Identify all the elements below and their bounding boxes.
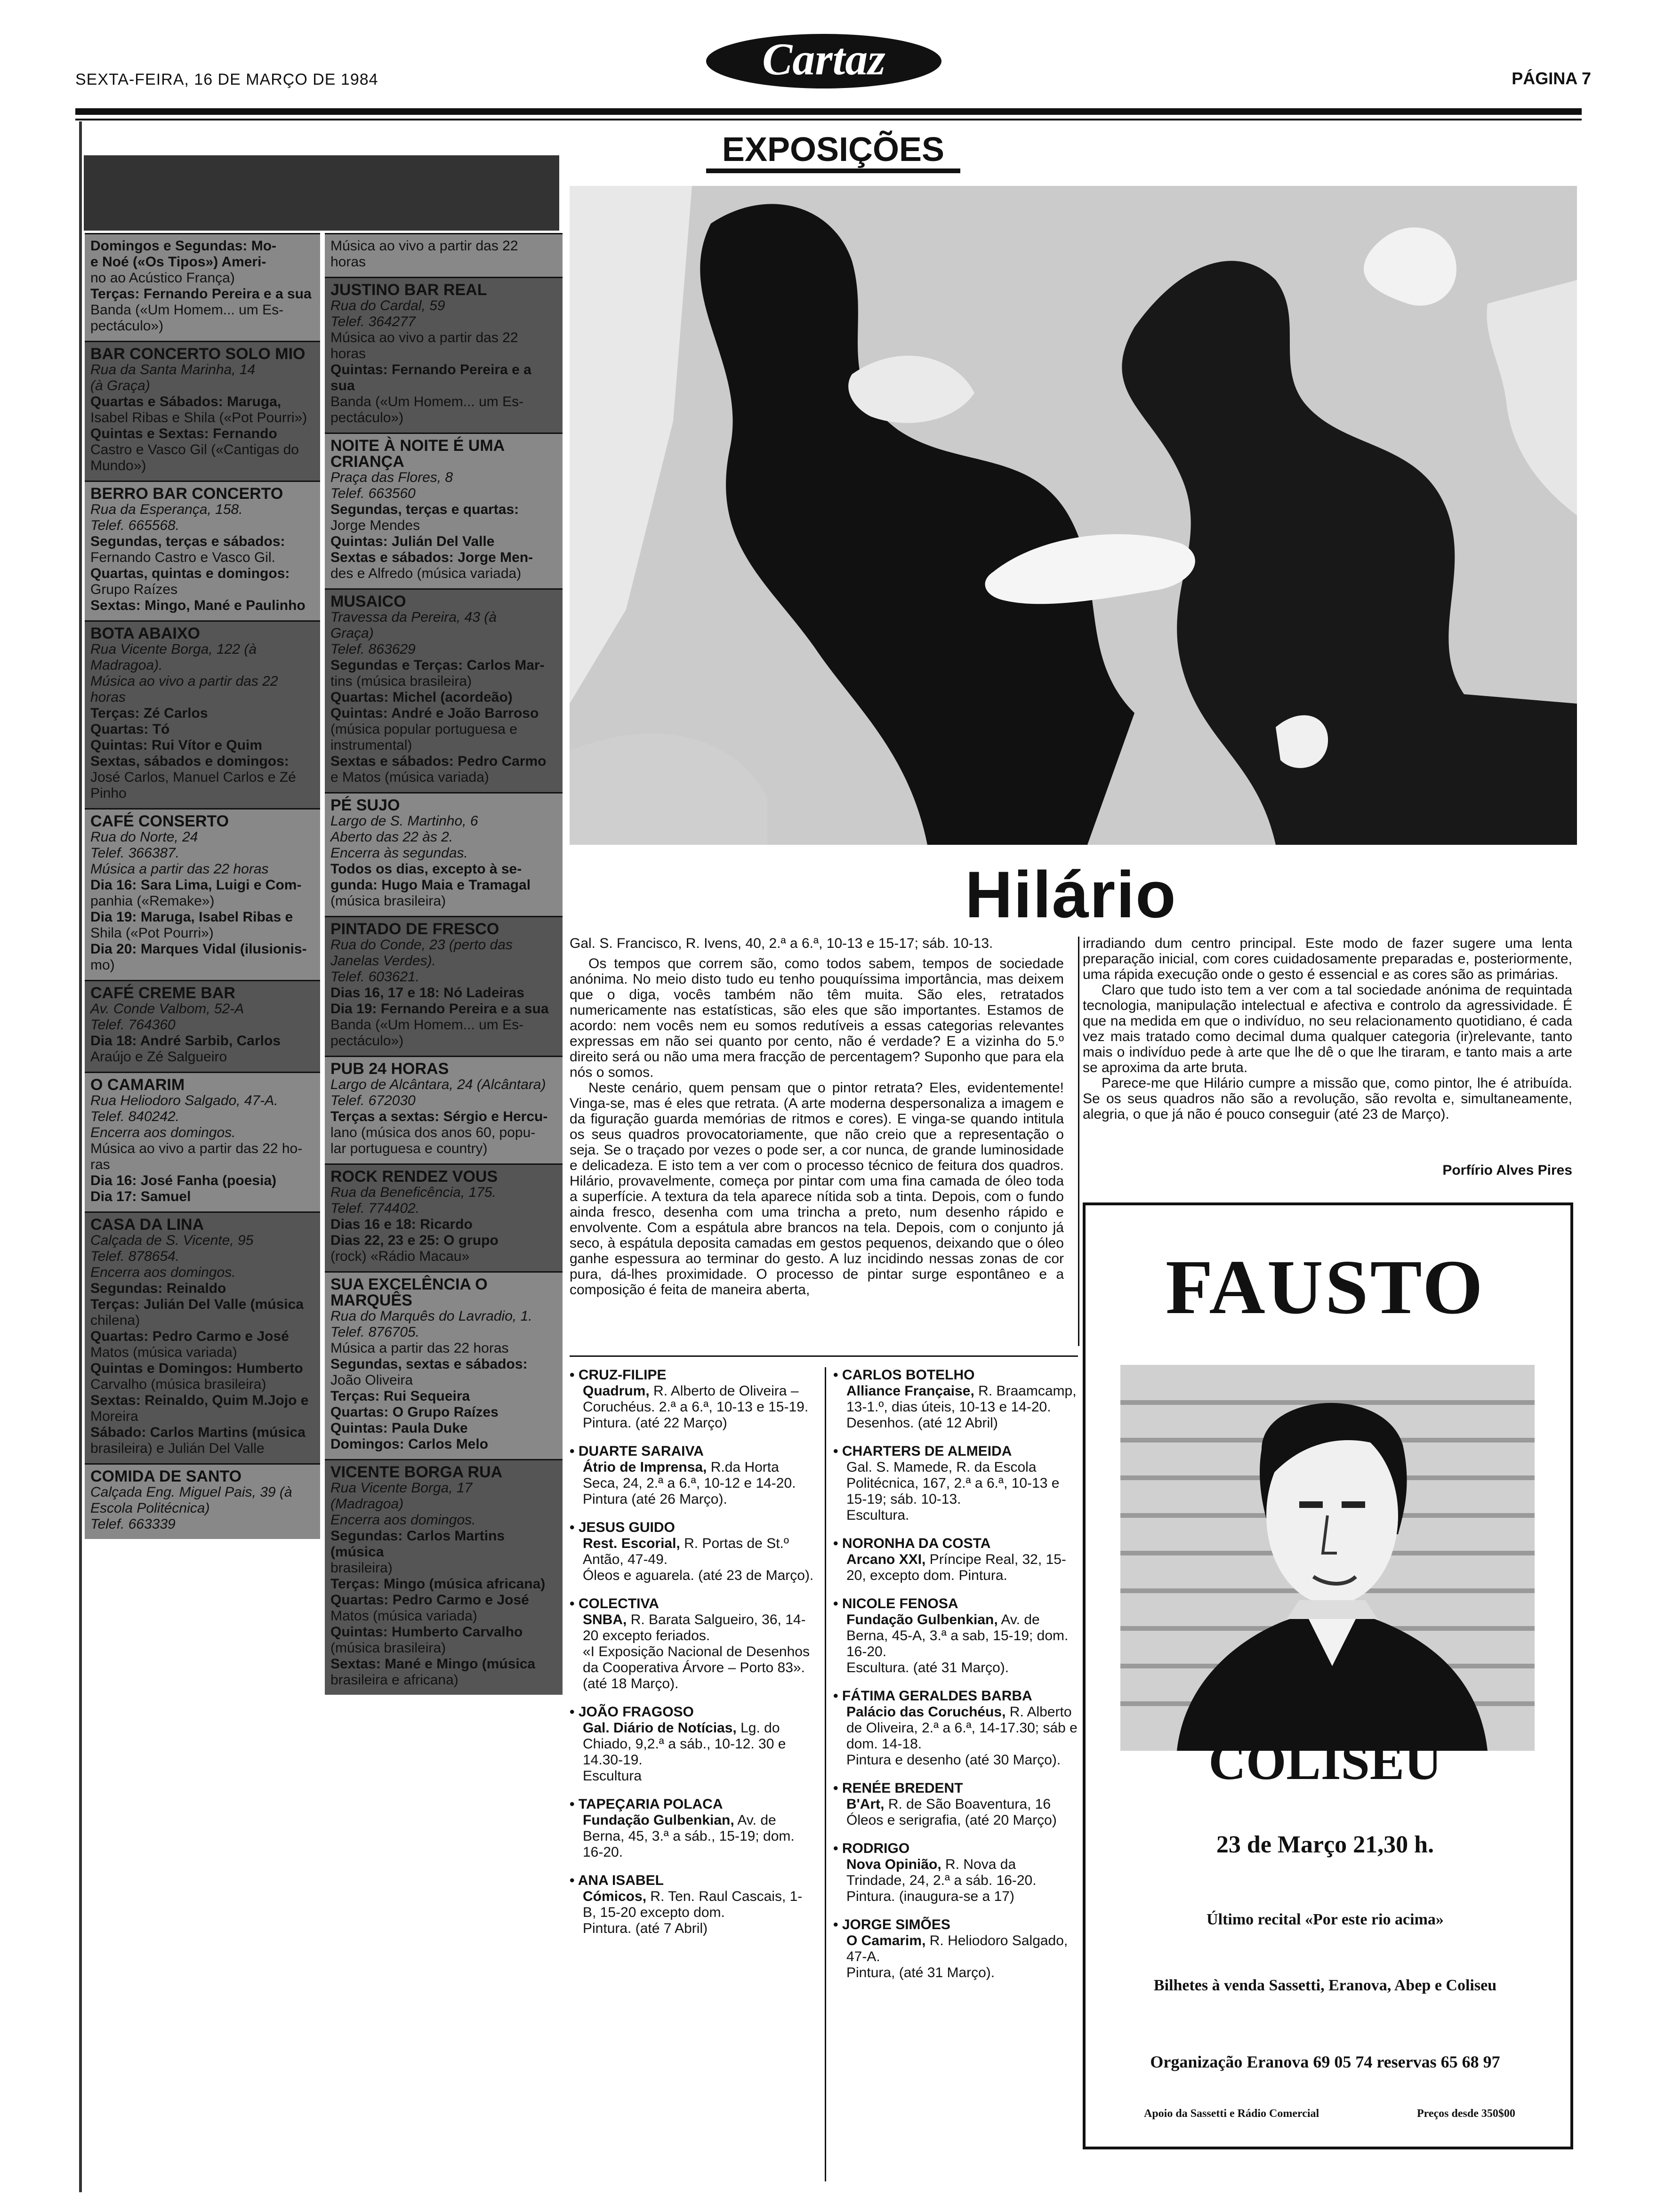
venue-listing xyxy=(325,433,563,588)
exhibition-venue: Átrio de Imprensa, xyxy=(583,1459,707,1475)
exhibition-address: R. Heliodoro Salgado, 47-A. xyxy=(846,1933,1068,1964)
venue-schedule-line: e Noé («Os Tipos») Ameri- xyxy=(90,254,266,270)
venue-schedule-line: tins (música brasileira) xyxy=(330,673,472,689)
venue-schedule-line: Jorge Mendes xyxy=(330,518,420,533)
artist-name: • JORGE SIMÕES xyxy=(833,1917,1078,1933)
venue-schedule-line: Quartas: O Grupo Raízes xyxy=(330,1404,499,1420)
masthead-logo xyxy=(701,24,946,94)
venue-address: Madragoa). xyxy=(90,657,163,673)
venue-address: Telef. 663560 xyxy=(330,486,416,501)
venue-schedule-line: Sextas: Mingo, Mané e Paulinho xyxy=(90,598,306,613)
venue-address: Telef. 366387. xyxy=(90,845,180,861)
venue-name: COMIDA DE SANTO xyxy=(90,1467,242,1485)
exhibition-item xyxy=(570,1596,814,1692)
exhibition-details xyxy=(833,1459,1078,1523)
exhibition-details xyxy=(570,1612,814,1692)
venue-name: ROCK RENDEZ VOUS xyxy=(330,1168,498,1186)
venue-schedule-line: Sextas: Reinaldo, Quim M.Jojo e xyxy=(90,1393,309,1408)
venue-schedule-line: Dia 18: André Sarbib, Carlos xyxy=(90,1033,281,1049)
listings-column-left xyxy=(85,233,320,1539)
venue-schedule-line: brasileira e africana) xyxy=(330,1672,458,1688)
exhibition-item xyxy=(570,1796,814,1860)
venue-address: Rua do Cardal, 59 xyxy=(330,298,445,313)
exhibition-address: R. Braamcamp, 13-1.º, dias úteis, 10-13 e 14-20. xyxy=(846,1383,1077,1415)
venue-address: Rua da Beneficência, 175. xyxy=(330,1185,496,1200)
article-paragraph: Claro que tudo isto tem a ver com a tal sociedade anónima de requintada tecnologia, manipulação intelectual e afectiva e controlo da agressividade. É que na medida em que o indivíduo, no seu relacionamento quotidiano, é cada vez mais tratado como decimal duma qualquer categoria (ir)relevante, tanto mais o indivíduo pede à arte que lhe dê o que lhe tiraram, e tanto mais a arte se aproxima da arte bruta. xyxy=(1083,982,1572,1075)
exhibition-note: «I Exposição Nacional de Desenhos da Cooperativa Árvore – Porto 83». (até 18 Março). xyxy=(583,1644,810,1691)
exhibition-item xyxy=(570,1704,814,1784)
venue-address: Telef. 364277 xyxy=(330,314,416,329)
venue-schedule-line: Terças: Zé Carlos xyxy=(90,705,208,721)
artist-name: • TAPEÇARIA POLACA xyxy=(570,1796,814,1812)
venue-schedule-line: José Carlos, Manuel Carlos e Zé xyxy=(90,769,296,785)
fausto-portrait xyxy=(1120,1365,1535,1751)
artist-name: • NICOLE FENOSA xyxy=(833,1596,1078,1612)
venue-schedule-line: Música ao vivo a partir das 22 ho- xyxy=(90,1141,303,1156)
venue-schedule-line: ras xyxy=(90,1157,110,1172)
exhibition-note: Pintura. (até 22 Março) xyxy=(583,1415,727,1431)
exhibition-venue: Gal. Diário de Notícias, xyxy=(583,1720,737,1736)
venue-address: Telef. 878654. xyxy=(90,1249,180,1264)
artist-name: • COLECTIVA xyxy=(570,1596,814,1612)
venue-address: Largo de S. Martinho, 6 xyxy=(330,813,478,829)
exhibition-details xyxy=(833,1552,1078,1584)
exhibition-item xyxy=(833,1917,1078,1981)
venue-name: O CAMARIM xyxy=(90,1076,185,1094)
venue-schedule-line: Quartas e Sábados: Maruga, xyxy=(90,394,282,409)
venue-schedule-line: Quartas, quintas e domingos: xyxy=(90,566,290,581)
venue-address: Travessa da Pereira, 43 (à xyxy=(330,609,497,625)
venue-address: Encerra aos domingos. xyxy=(90,1265,236,1280)
list-divider xyxy=(825,1367,826,2181)
artist-name: • CARLOS BOTELHO xyxy=(833,1367,1078,1383)
exhibition-item xyxy=(570,1520,814,1584)
venue-schedule-line: panhia («Remake») xyxy=(90,893,215,909)
venue-schedule-line: pectáculo») xyxy=(330,410,404,425)
exhibition-details xyxy=(570,1812,814,1860)
venue-address: Telef. 774402. xyxy=(330,1201,420,1216)
exhibition-address: Lg. do Chiado, 9,2.ª a sáb., 10-12. 30 e 14.30-19. xyxy=(583,1720,786,1768)
column-divider xyxy=(1078,937,1079,1346)
venue-address: Rua Heliodoro Salgado, 47-A. xyxy=(90,1093,278,1108)
venue-listing xyxy=(85,1211,320,1463)
venue-schedule-line: Terças: Rui Sequeira xyxy=(330,1388,470,1404)
ad-recital: Último recital «Por este rio acima» xyxy=(1207,1911,1444,1928)
venue-schedule-line: no ao Acústico França) xyxy=(90,270,235,286)
exhibition-venue: Rest. Escorial, xyxy=(583,1536,680,1551)
exhibitions-list-b xyxy=(833,1367,1078,1993)
exhibition-details xyxy=(570,1889,814,1937)
venue-schedule-line: Quartas: Tó xyxy=(90,721,170,737)
exhibition-note: Pintura, (até 31 Março). xyxy=(846,1965,995,1980)
exhibition-details xyxy=(833,1704,1078,1768)
venue-schedule-line: Dias 16 e 18: Ricardo xyxy=(330,1217,473,1232)
exhibition-venue: Arcano XXI, xyxy=(846,1552,926,1567)
venue-address: Encerra aos domingos. xyxy=(90,1125,236,1140)
article-paragraph: Neste cenário, quem pensam que o pintor retrata? Eles, evidentemente! Vinga-se, mas é eles que retrata. (A arte moderna despersonaliza a imagem e da figuração guarda memórias de ritmos e cores). E vinga-se quando intitula os seus quadros provocatoriamente, que não creio que a representação o seja. Se o traçado por vezes o pode ser, a cor nunca, de grande luminosidade e delicadeza. E isto tem a ver com o processo técnico de feitura dos quadros. Hilário, provavelmente, começa por pintar com uma fina camada de óleo toda a superfície. A textura da tela aparece nítida sob a tinta. Depois, com o fundo ainda fresco, desenha com uma trincha a preto, num desenho rápido e envolvente. Com a espátula abre brancos na tela. Depois, com o conjunto já seco, à espátula deposita camadas em gestos pequenos, deixando que o óleo ganhe espessura ao terminar do gesto. A luz incidindo nessas zonas de cor pura, dá-lhes proximidade. O processo de pintar surge espontâneo e a composição é feita de maneira aberta, xyxy=(570,1080,1064,1298)
venue-address: Rua do Conde, 23 (perto das xyxy=(330,937,513,953)
venue-schedule-line: Terças: Mingo (música africana) xyxy=(330,1576,546,1592)
exhibition-venue: B'Art, xyxy=(846,1796,885,1812)
exhibition-note: Óleos e serigrafia, (até 20 Março) xyxy=(846,1812,1057,1828)
venue-schedule-line: Quartas: Michel (acordeão) xyxy=(330,689,513,705)
venue-schedule-line: Sextas e sábados: Jorge Men- xyxy=(330,550,533,565)
venue-schedule-line: Banda («Um Homem... um Es- xyxy=(330,1017,524,1033)
venue-listing xyxy=(85,1463,320,1539)
venue-schedule-line: Dia 19: Maruga, Isabel Ribas e xyxy=(90,909,293,925)
venue-schedule-line: Mundo») xyxy=(90,458,146,473)
ad-date: 23 de Março 21,30 h. xyxy=(1216,1831,1434,1858)
header-rule-thin xyxy=(75,119,1582,120)
article-paragraph: Parece-me que Hilário cumpre a missão que, como pintor, lhe é atribuída. Se os seus quadros não são a revolução, são revolta e, simultaneamente, alegria, o que já não é pouco conseguir (até 23 de Março). xyxy=(1083,1075,1572,1122)
venue-schedule-line: Segundas: Reinaldo xyxy=(90,1281,226,1296)
venue-schedule-line: Sextas: Mané e Mingo (música xyxy=(330,1656,536,1672)
venue-schedule-line: Quintas e Sextas: Fernando xyxy=(90,426,277,441)
artist-name: • NORONHA DA COSTA xyxy=(833,1536,1078,1552)
exhibition-item xyxy=(833,1367,1078,1431)
venue-address: Telef. 863629 xyxy=(330,641,416,657)
ad-venue: COLISEU xyxy=(1208,1733,1442,1790)
venue-address: Calçada Eng. Miguel Pais, 39 (à xyxy=(90,1484,292,1500)
venue-address: Telef. 663339 xyxy=(90,1516,176,1532)
exhibition-address: Príncipe Real, 32, 15-20, excepto dom. Pintura. xyxy=(846,1552,1066,1583)
exhibition-item xyxy=(570,1367,814,1431)
venue-address: Telef. 876705. xyxy=(330,1324,420,1340)
venue-schedule-line: Segundas, sextas e sábados: xyxy=(330,1356,528,1372)
venue-schedule-line: Quintas e Domingos: Humberto xyxy=(90,1361,303,1376)
feature-title: Hilário xyxy=(965,858,1177,931)
exhibition-venue: O Camarim, xyxy=(846,1933,926,1948)
venue-listing xyxy=(85,233,320,341)
article-column-1 xyxy=(570,936,1064,1298)
exhibition-address: R. Alberto de Oliveira – Coruchéus. 2.ª a 6.ª, 10-13 e 15-19. xyxy=(583,1383,809,1415)
venue-name: SUA EXCELÊNCIA O MARQUÊS xyxy=(330,1275,488,1309)
gallery-intro: Gal. S. Francisco, R. Ivens, 40, 2.ª a 6.ª, 10-13 e 15-17; sáb. 10-13. xyxy=(570,936,993,951)
venue-name: PÉ SUJO xyxy=(330,796,400,814)
venue-schedule-line: Segundas e Terças: Carlos Mar- xyxy=(330,657,545,673)
venue-schedule-line: brasileira) e Julián Del Valle xyxy=(90,1441,265,1456)
venue-name: BAR CONCERTO SOLO MIO xyxy=(90,345,306,363)
exhibition-venue: Nova Opinião, xyxy=(846,1857,941,1872)
venue-schedule-line: pectáculo») xyxy=(330,1033,404,1049)
artist-name: • CRUZ-FILIPE xyxy=(570,1367,814,1383)
venue-schedule-line: Quintas: Rui Vítor e Quim xyxy=(90,737,263,753)
venue-address: Música a partir das 22 horas xyxy=(90,861,269,877)
venue-schedule-line: Sextas, sábados e domingos: xyxy=(90,753,289,769)
venue-schedule-line: gunda: Hugo Maia e Tramagal xyxy=(330,877,531,893)
venue-schedule-line: Moreira xyxy=(90,1409,138,1424)
ad-prices: Preços desde 350$00 xyxy=(1417,2108,1515,2120)
venue-address: Telef. 665568. xyxy=(90,518,180,533)
exhibition-venue: SNBA, xyxy=(583,1612,627,1627)
ad-organizer: Organização Eranova 69 05 74 reservas 65 68 97 xyxy=(1150,2052,1500,2071)
artist-name: • DUARTE SARAIVA xyxy=(570,1443,814,1459)
venue-schedule-line: (música popular portuguesa e xyxy=(330,721,517,737)
venue-schedule-line: horas xyxy=(330,254,366,270)
exhibition-details xyxy=(833,1383,1078,1431)
artist-name: • RODRIGO xyxy=(833,1841,1078,1857)
venue-schedule-line: (música brasileira) xyxy=(330,893,446,909)
venue-address: Praça das Flores, 8 xyxy=(330,470,453,485)
venue-address: Av. Conde Valbom, 52-A xyxy=(90,1001,244,1017)
section-title: EXPOSIÇÕES xyxy=(706,131,960,173)
venue-address: (à Graça) xyxy=(90,378,150,393)
venue-schedule-line: Isabel Ribas e Shila («Pot Pourri») xyxy=(90,410,307,425)
exhibition-note: Pintura (até 26 Março). xyxy=(583,1491,727,1507)
venue-address: Escola Politécnica) xyxy=(90,1500,210,1516)
exhibition-address: R. Alberto de Oliveira, 2.ª a 6.ª, 14-17.30; sáb e dom. 14-18. xyxy=(846,1704,1078,1752)
exhibition-details xyxy=(570,1383,814,1431)
page-number: PÁGINA 7 xyxy=(1512,69,1591,88)
artist-name: • CHARTERS DE ALMEIDA xyxy=(833,1443,1078,1459)
article-paragraph: irradiando dum centro principal. Este modo de fazer sugere uma lenta preparação inicial, com cores cuidadosamente preparadas e, posteriormente, uma rápida execução onde o gesto é essencial e as cores são as primárias. xyxy=(1083,936,1572,982)
exhibition-venue: Alliance Française, xyxy=(846,1383,974,1399)
artist-name: • RENÉE BREDENT xyxy=(833,1780,1078,1796)
venue-schedule-line: Sábado: Carlos Martins (música xyxy=(90,1425,306,1440)
exhibition-address: R. Nova da Trindade, 24, 2.ª a sáb. 16-20. xyxy=(846,1857,1037,1888)
venue-listing xyxy=(85,1072,320,1211)
article-signature: Porfírio Alves Pires xyxy=(1442,1162,1572,1178)
venue-schedule-line: Terças: Fernando Pereira e a sua xyxy=(90,286,312,302)
venue-address: Largo de Alcântara, 24 (Alcântara) xyxy=(330,1077,546,1092)
venue-schedule-line: e Matos (música variada) xyxy=(330,769,489,785)
venue-name: CAFÉ CREME BAR xyxy=(90,984,235,1002)
exhibition-venue: Quadrum, xyxy=(583,1383,650,1399)
exhibition-address: Av. de Berna, 45-A, 3.ª a sab, 15-19; dom. 16-20. xyxy=(846,1612,1069,1659)
venue-schedule-line: instrumental) xyxy=(330,737,412,753)
exhibition-details xyxy=(833,1612,1078,1676)
hilario-painting xyxy=(570,186,1577,845)
venue-schedule-line: Sextas e sábados: Pedro Carmo xyxy=(330,753,547,769)
venue-schedule-line: chilena) xyxy=(90,1313,140,1328)
venue-schedule-line: Dia 20: Marques Vidal (ilusionis- xyxy=(90,941,307,957)
venue-schedule-line: Dia 16: José Fanha (poesia) xyxy=(90,1173,277,1188)
venue-address: Encerra aos domingos. xyxy=(330,1512,476,1528)
exhibition-item xyxy=(833,1443,1078,1523)
venue-schedule-line: Quintas: Fernando Pereira e a sua xyxy=(330,362,531,393)
exhibition-address: R. de São Boaventura, 16 xyxy=(888,1796,1051,1812)
venue-listing xyxy=(325,233,563,277)
venue-listing xyxy=(325,588,563,792)
venue-listing xyxy=(325,916,563,1056)
venue-schedule-line: Domingos e Segundas: Mo- xyxy=(90,238,277,254)
venue-address: Telef. 840242. xyxy=(90,1109,180,1124)
venue-schedule-line: Terças: Julián Del Valle (música xyxy=(90,1297,304,1312)
exhibition-note: Óleos e aguarela. (até 23 de Março). xyxy=(583,1568,814,1583)
venue-schedule-line: Dia 17: Samuel xyxy=(90,1189,191,1204)
venue-schedule-line: Segundas, terças e sábados: xyxy=(90,534,285,549)
venue-schedule-line: Castro e Vasco Gil («Cantigas do xyxy=(90,442,299,457)
venue-listing xyxy=(325,1163,563,1271)
exhibition-venue: Fundação Gulbenkian, xyxy=(846,1612,998,1627)
exhibition-note: Pintura. (inaugura-se a 17) xyxy=(846,1889,1014,1904)
venue-listing xyxy=(85,808,320,980)
venue-schedule-line: Matos (música variada) xyxy=(330,1608,477,1624)
venue-listing xyxy=(325,1271,563,1459)
exhibition-venue: Palácio das Coruchéus, xyxy=(846,1704,1006,1720)
venue-schedule-line: Shila («Pot Pourri») xyxy=(90,925,214,941)
venue-address: Rua da Santa Marinha, 14 xyxy=(90,362,256,377)
venue-listing xyxy=(85,980,320,1072)
venue-name: PUB 24 HORAS xyxy=(330,1060,449,1078)
venue-name: CAFÉ CONSERTO xyxy=(90,812,229,830)
venue-schedule-line: Música ao vivo a partir das 22 horas xyxy=(330,330,518,361)
venue-address: (Madragoa) xyxy=(330,1496,404,1512)
article-paragraph: Os tempos que correm são, como todos sabem, tempos de sociedade anónima. No meio disto tudo eu tenho pouquíssima importância, mas deixem que o diga, vocês também não têm muita. São eles, retratados numericamente nas estatísticas, são eles que são importantes. Estamos de acordo: nem vocês nem eu somos redutíveis a essas categorias relevantes expressas em não sei quanto por cento, não é verdade? E a vizinha do 5.º direito será ou não uma mera fracção de percentagem? Suponho que para ela nós o somos. xyxy=(570,956,1064,1080)
venue-schedule-line: Dias 22, 23 e 25: O grupo xyxy=(330,1233,499,1248)
venue-listing xyxy=(85,341,320,481)
exhibition-note: Pintura. (até 7 Abril) xyxy=(583,1921,708,1936)
venue-schedule-line: pectáculo») xyxy=(90,318,164,334)
venue-schedule-line: João Oliveira xyxy=(330,1372,413,1388)
artist-name: • FÁTIMA GERALDES BARBA xyxy=(833,1688,1078,1704)
left-frame-line xyxy=(79,121,82,2192)
list-rule xyxy=(570,1355,1078,1357)
venue-name: MUSAICO xyxy=(330,593,406,610)
venue-schedule-line: mo) xyxy=(90,957,115,973)
exhibition-address: Gal. S. Mamede, R. da Escola Politécnica, 167, 2.ª a 6.ª, 10-13 e 15-19; sáb. 10-13. xyxy=(846,1459,1060,1507)
venue-schedule-line: Todos os dias, excepto à se- xyxy=(330,861,522,877)
exhibition-address: R. Ten. Raul Cascais, 1-B, 15-20 excepto dom. xyxy=(583,1889,803,1920)
venue-schedule-line: Fernando Castro e Vasco Gil. xyxy=(90,550,275,565)
exhibition-note: Desenhos. (até 12 Abril) xyxy=(846,1415,998,1431)
venue-schedule-line: Quintas: Paula Duke xyxy=(330,1420,468,1436)
venue-schedule-line: Banda («Um Homem... um Es- xyxy=(90,302,284,318)
venue-schedule-line: (música brasileira) xyxy=(330,1640,446,1656)
venue-schedule-line: Quartas: Pedro Carmo e José xyxy=(330,1592,529,1608)
venue-address: Graça) xyxy=(330,625,374,641)
venue-name: JUSTINO BAR REAL xyxy=(330,281,487,299)
venue-name: PINTADO DE FRESCO xyxy=(330,920,499,938)
venue-name: CASA DA LINA xyxy=(90,1216,204,1234)
ad-title: FAUSTO xyxy=(1165,1244,1485,1330)
venue-schedule-line: Quartas: Pedro Carmo e José xyxy=(90,1329,289,1344)
exhibition-address: R.da Horta Seca, 24, 2.ª a 6.ª, 10-12 e 14-20. xyxy=(583,1459,796,1491)
venue-schedule-line: Segundas: Carlos Martins (música xyxy=(330,1528,505,1560)
exhibition-details xyxy=(570,1459,814,1507)
venue-schedule-line: des e Alfredo (música variada) xyxy=(330,566,522,581)
venue-listing xyxy=(85,481,320,620)
exhibition-address: R. Barata Salgueiro, 36, 14-20 excepto feriados. xyxy=(583,1612,806,1643)
article-column-2 xyxy=(1083,936,1572,1122)
exhibition-details xyxy=(833,1933,1078,1981)
exhibitions-list-a xyxy=(570,1367,814,1949)
exhibition-note: Escultura xyxy=(583,1768,642,1784)
listings-column-right xyxy=(325,233,563,1695)
exhibition-item xyxy=(570,1873,814,1937)
header-rule xyxy=(75,108,1582,115)
venue-schedule-line: Quintas: Humberto Carvalho xyxy=(330,1624,523,1640)
venue-address: Rua Vicente Borga, 122 (à xyxy=(90,641,257,657)
exhibition-details xyxy=(833,1857,1078,1905)
venue-schedule-line: Música ao vivo a partir das 22 xyxy=(330,238,518,254)
exhibition-details xyxy=(833,1796,1078,1828)
listings-heading-block xyxy=(84,155,559,231)
venue-schedule-line: Carvalho (música brasileira) xyxy=(90,1377,266,1392)
venue-listing xyxy=(325,1459,563,1695)
exhibition-item xyxy=(570,1443,814,1507)
exhibition-details xyxy=(570,1720,814,1784)
masthead-text: Cartaz xyxy=(762,34,885,84)
venue-schedule-line: Terças a sextas: Sérgio e Hercu- xyxy=(330,1109,548,1124)
venue-schedule-line: Banda («Um Homem... um Es- xyxy=(330,394,524,409)
venue-schedule-line: Quintas: André e João Barroso xyxy=(330,705,539,721)
venue-schedule-line: lano (música dos anos 60, popu- xyxy=(330,1125,536,1140)
exhibition-item xyxy=(833,1688,1078,1768)
venue-address: Telef. 603621. xyxy=(330,969,420,985)
artist-name: • JESUS GUIDO xyxy=(570,1520,814,1536)
issue-date: SEXTA-FEIRA, 16 DE MARÇO DE 1984 xyxy=(75,71,378,88)
ad-support: Apoio da Sassetti e Rádio Comercial xyxy=(1144,2108,1319,2120)
venue-listing xyxy=(85,620,320,808)
exhibition-address: Av. de Berna, 45, 3.ª a sáb., 15-19; dom. 16-20. xyxy=(583,1812,795,1860)
artist-name: • JOÃO FRAGOSO xyxy=(570,1704,814,1720)
venue-schedule-line: Pinho xyxy=(90,785,127,801)
venue-schedule-line: Quintas: Julián Del Valle xyxy=(330,534,495,549)
venue-name: BOTA ABAIXO xyxy=(90,625,200,642)
venue-address: Música ao vivo a partir das 22 xyxy=(90,673,278,689)
venue-name: VICENTE BORGA RUA xyxy=(330,1463,503,1481)
venue-address: Calçada de S. Vicente, 95 xyxy=(90,1233,254,1248)
venue-address: Telef. 764360 xyxy=(90,1017,176,1033)
venue-name: NOITE À NOITE É UMA CRIANÇA xyxy=(330,437,504,471)
exhibition-item xyxy=(833,1536,1078,1584)
venue-name: BERRO BAR CONCERTO xyxy=(90,485,283,503)
venue-listing xyxy=(325,1056,563,1163)
exhibition-note: Escultura. (até 31 Março). xyxy=(846,1660,1009,1675)
exhibition-item xyxy=(833,1780,1078,1828)
venue-listing xyxy=(325,277,563,433)
venue-address: Encerra às segundas. xyxy=(330,845,468,861)
venue-schedule-line: Dia 16: Sara Lima, Luigi e Com- xyxy=(90,877,302,893)
venue-address: Rua Vicente Borga, 17 xyxy=(330,1480,473,1496)
exhibition-item xyxy=(833,1841,1078,1905)
venue-address: Janelas Verdes). xyxy=(330,953,436,969)
venue-address: Rua da Esperança, 158. xyxy=(90,502,243,517)
exhibition-venue: Cómicos, xyxy=(583,1889,647,1904)
venue-address: Rua do Norte, 24 xyxy=(90,829,198,845)
exhibition-item xyxy=(833,1596,1078,1676)
venue-schedule-line: Dia 19: Fernando Pereira e a sua xyxy=(330,1001,549,1017)
venue-schedule-line: Música a partir das 22 horas xyxy=(330,1340,509,1356)
venue-schedule-line: Domingos: Carlos Melo xyxy=(330,1436,489,1452)
venue-schedule-line: Segundas, terças e quartas: xyxy=(330,502,519,517)
venue-address: Telef. 672030 xyxy=(330,1093,416,1108)
ad-tickets: Bilhetes à venda Sassetti, Eranova, Abep e Coliseu xyxy=(1153,1977,1497,1994)
venue-schedule-line: Araújo e Zé Salgueiro xyxy=(90,1049,227,1065)
artist-name: • ANA ISABEL xyxy=(570,1873,814,1889)
venue-schedule-line: brasileira) xyxy=(330,1560,393,1576)
exhibition-details xyxy=(570,1536,814,1584)
exhibition-venue: Fundação Gulbenkian, xyxy=(583,1812,734,1828)
exhibition-note: Pintura e desenho (até 30 Março). xyxy=(846,1752,1061,1768)
venue-listing xyxy=(325,792,563,916)
venue-address: horas xyxy=(90,689,126,705)
venue-schedule-line: Matos (música variada) xyxy=(90,1345,237,1360)
exhibition-note: Escultura. xyxy=(846,1507,909,1523)
venue-address: Aberto das 22 às 2. xyxy=(330,829,453,845)
venue-schedule-line: Dias 16, 17 e 18: Nó Ladeiras xyxy=(330,985,524,1001)
venue-address: Rua do Marquês do Lavradio, 1. xyxy=(330,1308,532,1324)
venue-schedule-line: lar portuguesa e country) xyxy=(330,1141,488,1156)
venue-schedule-line: Grupo Raízes xyxy=(90,582,178,597)
venue-schedule-line: (rock) «Rádio Macau» xyxy=(330,1249,470,1264)
exhibition-address: R. Portas de St.º Antão, 47-49. xyxy=(583,1536,789,1567)
